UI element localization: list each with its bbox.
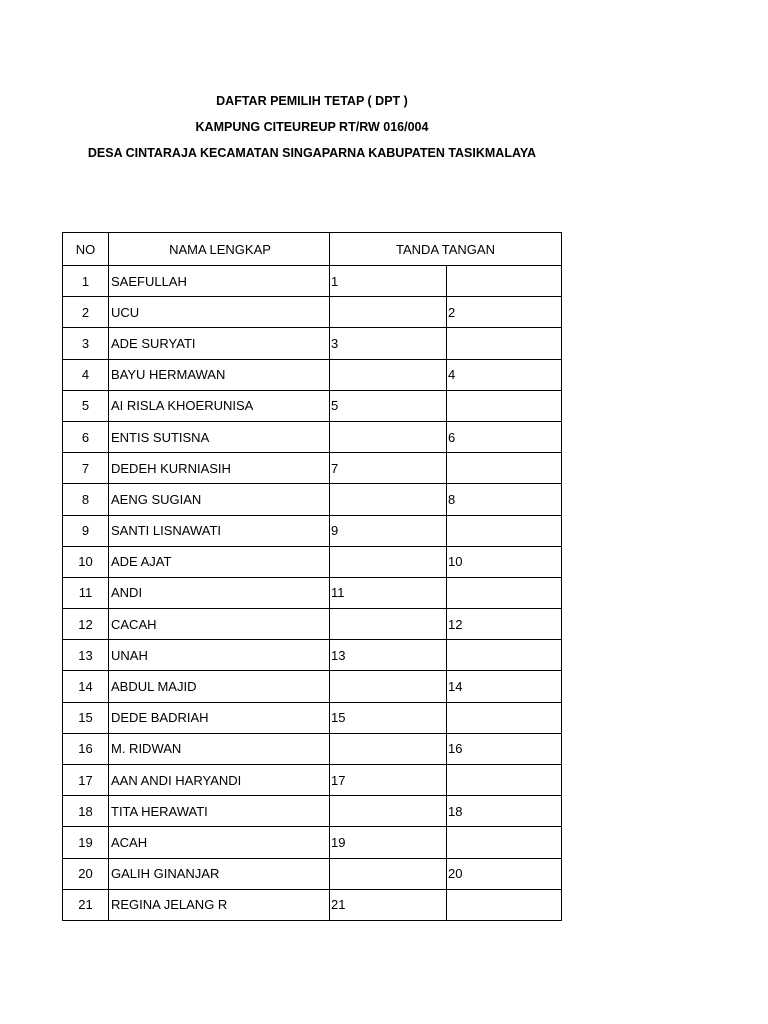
- row-number: 1: [63, 266, 109, 297]
- voter-name: ABDUL MAJID: [109, 671, 330, 702]
- signature-cell-left: 21: [330, 889, 447, 920]
- signature-cell-right: [447, 577, 562, 608]
- signature-cell-left: 15: [330, 702, 447, 733]
- voter-name: ANDI: [109, 577, 330, 608]
- row-number: 13: [63, 640, 109, 671]
- table-row: [63, 577, 562, 608]
- document-subtitle-desa: DESA CINTARAJA KECAMATAN SINGAPARNA KABUPATEN TASIKMALAYA: [87, 146, 537, 160]
- row-number: 17: [63, 765, 109, 796]
- signature-cell-right: 8: [447, 484, 562, 515]
- row-number: 7: [63, 453, 109, 484]
- table-row: [63, 484, 562, 515]
- row-number: 4: [63, 359, 109, 390]
- row-number: 11: [63, 577, 109, 608]
- voter-name: M. RIDWAN: [109, 733, 330, 764]
- voter-name: AENG SUGIAN: [109, 484, 330, 515]
- signature-cell-left: [330, 359, 447, 390]
- table-row: [63, 765, 562, 796]
- signature-cell-left: 9: [330, 515, 447, 546]
- table-row: [63, 858, 562, 889]
- table-row: [63, 515, 562, 546]
- voter-name: UNAH: [109, 640, 330, 671]
- signature-cell-right: [447, 328, 562, 359]
- voter-name: CACAH: [109, 609, 330, 640]
- signature-cell-right: 14: [447, 671, 562, 702]
- signature-cell-right: 2: [447, 297, 562, 328]
- signature-cell-left: [330, 421, 447, 452]
- row-number: 15: [63, 702, 109, 733]
- signature-cell-left: [330, 609, 447, 640]
- row-number: 21: [63, 889, 109, 920]
- row-number: 16: [63, 733, 109, 764]
- voter-name: AAN ANDI HARYANDI: [109, 765, 330, 796]
- signature-cell-right: 4: [447, 359, 562, 390]
- row-number: 6: [63, 421, 109, 452]
- table-row: [63, 796, 562, 827]
- row-number: 5: [63, 390, 109, 421]
- table-row: [63, 546, 562, 577]
- row-number: 12: [63, 609, 109, 640]
- table-row: [63, 328, 562, 359]
- signature-cell-right: 16: [447, 733, 562, 764]
- voter-name: ACAH: [109, 827, 330, 858]
- signature-cell-right: 12: [447, 609, 562, 640]
- signature-cell-right: [447, 827, 562, 858]
- signature-cell-left: 1: [330, 266, 447, 297]
- signature-cell-right: [447, 266, 562, 297]
- row-number: 8: [63, 484, 109, 515]
- signature-cell-left: [330, 546, 447, 577]
- table-row: [63, 421, 562, 452]
- voter-name: SAEFULLAH: [109, 266, 330, 297]
- signature-cell-right: 10: [447, 546, 562, 577]
- signature-cell-right: [447, 515, 562, 546]
- signature-cell-left: 3: [330, 328, 447, 359]
- voter-name: AI RISLA KHOERUNISA: [109, 390, 330, 421]
- signature-cell-right: 18: [447, 796, 562, 827]
- table-row: [63, 390, 562, 421]
- signature-cell-left: [330, 796, 447, 827]
- signature-cell-right: [447, 702, 562, 733]
- voter-name: BAYU HERMAWAN: [109, 359, 330, 390]
- column-header-signature: TANDA TANGAN: [330, 233, 562, 266]
- table-row: [63, 827, 562, 858]
- signature-cell-left: 17: [330, 765, 447, 796]
- voter-name: UCU: [109, 297, 330, 328]
- signature-cell-left: 5: [330, 390, 447, 421]
- voter-table: [62, 232, 562, 921]
- voter-name: SANTI LISNAWATI: [109, 515, 330, 546]
- table-row: [63, 266, 562, 297]
- row-number: 10: [63, 546, 109, 577]
- table-row: [63, 640, 562, 671]
- signature-cell-right: 6: [447, 421, 562, 452]
- signature-cell-right: [447, 390, 562, 421]
- signature-cell-left: 7: [330, 453, 447, 484]
- signature-cell-left: 19: [330, 827, 447, 858]
- table-row: [63, 889, 562, 920]
- voter-name: ENTIS SUTISNA: [109, 421, 330, 452]
- voter-name: GALIH GINANJAR: [109, 858, 330, 889]
- row-number: 14: [63, 671, 109, 702]
- voter-name: DEDEH KURNIASIH: [109, 453, 330, 484]
- voter-name: REGINA JELANG R: [109, 889, 330, 920]
- signature-cell-left: 11: [330, 577, 447, 608]
- signature-cell-right: [447, 453, 562, 484]
- signature-cell-right: [447, 889, 562, 920]
- table-row: [63, 609, 562, 640]
- table-body: [63, 266, 562, 921]
- table-header-row: [63, 233, 562, 266]
- voter-name: ADE SURYATI: [109, 328, 330, 359]
- row-number: 20: [63, 858, 109, 889]
- signature-cell-right: 20: [447, 858, 562, 889]
- signature-cell-left: [330, 484, 447, 515]
- row-number: 9: [63, 515, 109, 546]
- voter-name: DEDE BADRIAH: [109, 702, 330, 733]
- table-row: [63, 297, 562, 328]
- signature-cell-right: [447, 765, 562, 796]
- document-title: DAFTAR PEMILIH TETAP ( DPT ): [216, 94, 408, 108]
- column-header-name: NAMA LENGKAP: [109, 233, 330, 266]
- table-row: [63, 733, 562, 764]
- signature-cell-left: 13: [330, 640, 447, 671]
- signature-cell-left: [330, 733, 447, 764]
- voter-name: TITA HERAWATI: [109, 796, 330, 827]
- signature-cell-left: [330, 297, 447, 328]
- row-number: 3: [63, 328, 109, 359]
- row-number: 19: [63, 827, 109, 858]
- column-header-no: NO: [63, 233, 109, 266]
- row-number: 2: [63, 297, 109, 328]
- table-row: [63, 453, 562, 484]
- table-row: [63, 671, 562, 702]
- table-row: [63, 702, 562, 733]
- voter-name: ADE AJAT: [109, 546, 330, 577]
- signature-cell-left: [330, 858, 447, 889]
- signature-cell-right: [447, 640, 562, 671]
- table-row: [63, 359, 562, 390]
- signature-cell-left: [330, 671, 447, 702]
- document-subtitle-kampung: KAMPUNG CITEUREUP RT/RW 016/004: [195, 120, 429, 134]
- row-number: 18: [63, 796, 109, 827]
